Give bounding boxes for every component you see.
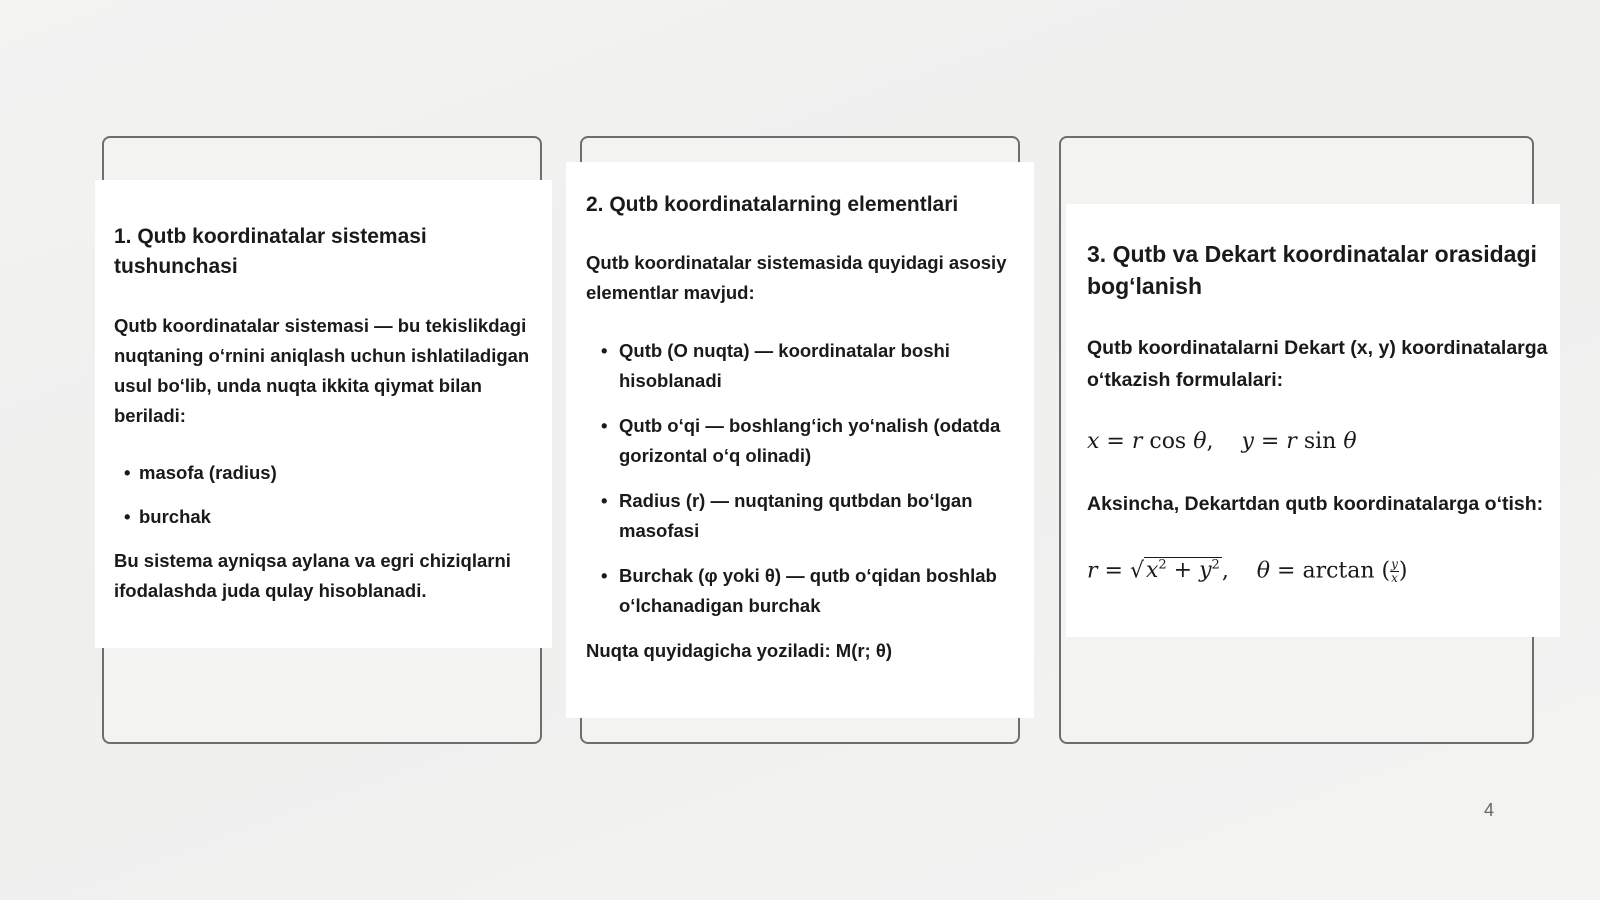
list-item: [586, 486, 1022, 546]
list-item: [586, 411, 1022, 471]
item-term: Qutb (O nuqta): [619, 340, 750, 361]
card-polar-elements: [566, 162, 1034, 718]
bullet-list: [114, 458, 534, 532]
bullet-icon: •: [124, 506, 131, 527]
card-intro: Qutb koordinatalar sistemasi — bu tekislikdagi nuqtaning o‘rnini aniqlash uchun ishlatiladigan usul bo‘lib, unda nuqta ikkita qiymat bilan beriladi:: [114, 315, 530, 426]
card-intro: Qutb koordinatalar sistemasida quyidagi asosiy elementlar mavjud:: [586, 252, 1007, 303]
card-outro: Bu sistema ayniqsa aylana va egri chiziqlarni ifodalashda juda qulay hisoblanadi.: [114, 550, 511, 601]
card-title: 2. Qutb koordinatalarning elementlari: [586, 193, 959, 216]
element-list: [586, 336, 1022, 621]
item-desc: — koordinatalar boshi hisoblanadi: [619, 340, 950, 391]
card-intro: Qutb koordinatalarni Dekart (x, y) koordinatalarga o‘tkazish formulalari:: [1087, 337, 1548, 391]
card-polar-concept: [95, 180, 552, 648]
bullet-icon: •: [124, 462, 131, 483]
item-term: Qutb o‘qi: [619, 415, 701, 436]
bullet-icon: •: [601, 565, 608, 586]
list-item: [586, 561, 1022, 621]
bullet-icon: •: [601, 490, 608, 511]
item-desc: — nuqtaning qutbdan bo‘lgan masofasi: [619, 490, 973, 541]
list-item: • burchak: [114, 502, 534, 532]
list-item: • masofa (radius): [114, 458, 534, 488]
card-title: 3. Qutb va Dekart koordinatalar orasidagi bog‘lanish: [1087, 241, 1537, 299]
card-middle: Aksincha, Dekartdan qutb koordinatalarga o‘tish:: [1087, 493, 1544, 515]
card-outro: Nuqta quyidagicha yoziladi: M(r; θ): [586, 640, 893, 661]
list-item: [586, 336, 1022, 396]
page-number: 4: [1484, 800, 1495, 820]
item-term: Burchak (φ yoki θ): [619, 565, 782, 586]
bullet-icon: •: [601, 415, 608, 436]
bullet-icon: •: [601, 340, 608, 361]
item-desc: — boshlang‘ich yo‘nalish (odatda gorizontal o‘q olinadi): [619, 415, 1001, 466]
formula-cartesian-to-polar: $r = √x^2 + y^2$, θ = arctan ( $\frac{y}{x}$ ): [1087, 556, 1408, 585]
card-polar-cartesian: [1066, 204, 1560, 637]
card-title: 1. Qutb koordinatalar sistemasi tushunchasi: [114, 225, 427, 278]
item-term: Radius (r): [619, 490, 706, 511]
item-desc: — qutb o‘qidan boshlab o‘lchanadigan burchak: [619, 565, 997, 616]
formula-polar-to-cartesian: x = r cos θ, y = r sin θ: [1087, 429, 1357, 454]
